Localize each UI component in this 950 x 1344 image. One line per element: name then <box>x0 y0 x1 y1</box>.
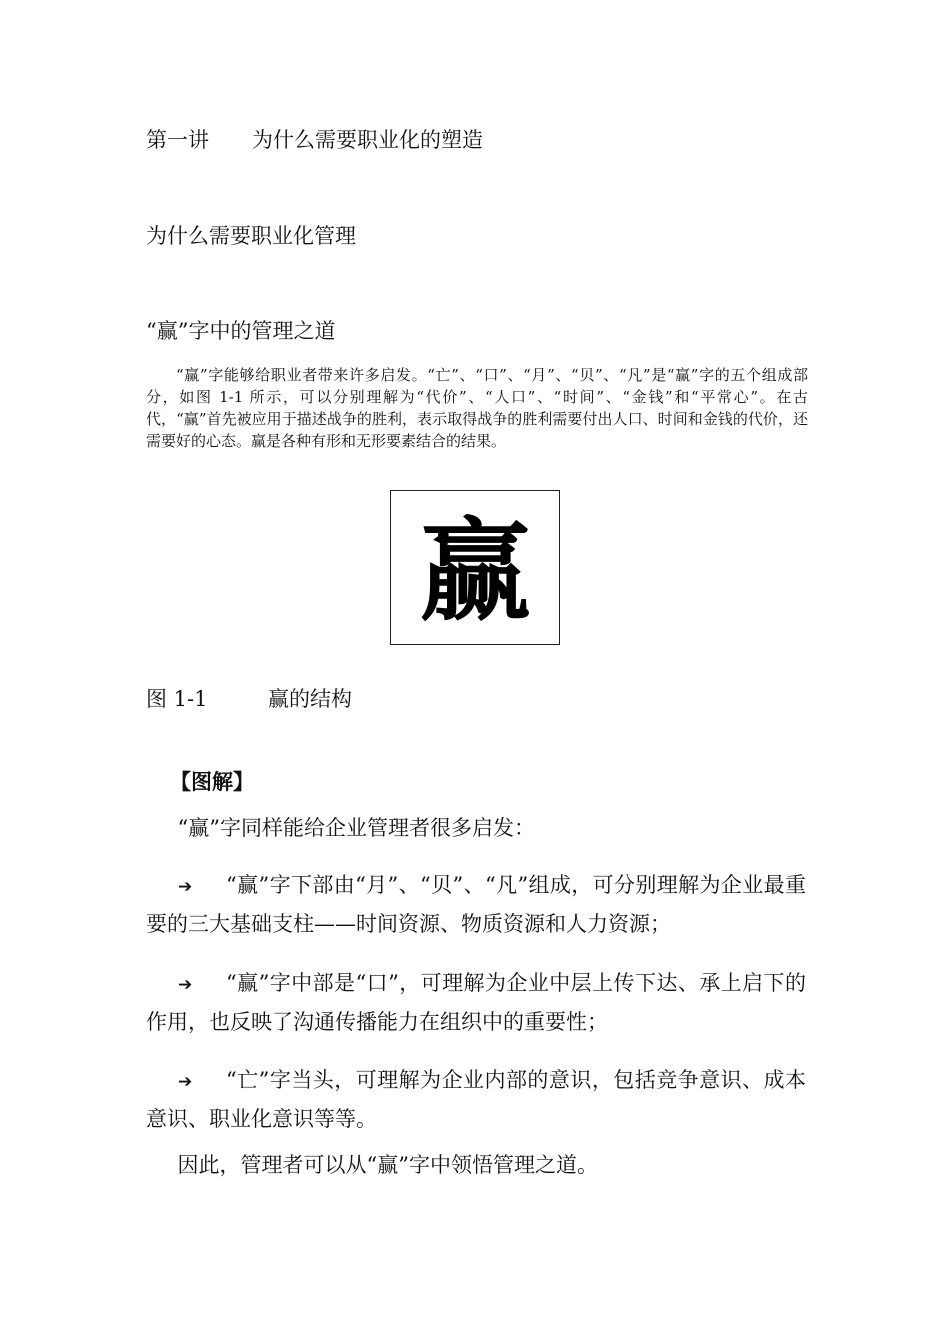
illustration-intro-text: “赢”字同样能给企业管理者很多启发： <box>177 816 535 840</box>
bullet-text: “赢”字中部是“口”，可理解为企业中层上传下达、承上启下的作用，也反映了沟通传播能力在组织中的重要性； <box>146 971 806 1034</box>
bullet-item <box>146 965 806 1041</box>
conclusion <box>146 1147 806 1184</box>
figure-number: 图 1-1 <box>146 687 208 711</box>
figure-image <box>390 490 560 645</box>
bullet-item <box>146 867 806 943</box>
lecture-title: 为什么需要职业化的塑造 <box>252 128 483 152</box>
lecture-number: 第一讲 <box>146 128 209 152</box>
ying-character-image <box>391 491 559 644</box>
arrow-icon: ➔ <box>178 1072 193 1092</box>
arrow-icon: ➔ <box>178 975 193 995</box>
conclusion-text: 因此，管理者可以从“赢”字中领悟管理之道。 <box>177 1153 598 1177</box>
figure-glyph: 赢 <box>419 506 531 637</box>
bullet-item <box>146 1062 806 1138</box>
arrow-icon: ➔ <box>178 877 193 897</box>
intro-paragraph <box>146 364 808 452</box>
figure-caption: 赢的结构 <box>268 687 352 711</box>
bullet-text: “亡”字当头，可理解为企业内部的意识，包括竞争意识、成本意识、职业化意识等等。 <box>146 1068 806 1131</box>
intro-text: “赢”字能够给职业者带来许多启发。“亡”、“口”、“月”、“贝”、“凡”是“赢”字的五个组成部分，如图 1-1 所示，可以分别理解为“代价”、“人口”、“时间”、“金钱”和“平常心”。在古代，“赢”首先被应用于描述战争的胜利，表示取得战争的胜利需要付出人口、时间和金钱的代价，还需要好的心态。赢是各种有形和无形要素结合的结果。 <box>146 366 808 450</box>
subsection-title: “赢”字中的管理之道 <box>146 319 336 343</box>
illustration-intro <box>146 810 806 847</box>
bullet-text: “赢”字下部由“月”、“贝”、“凡”组成，可分别理解为企业最重要的三大基础支柱——时间资源、物质资源和人力资源； <box>146 873 806 936</box>
illustration-heading: 【图解】 <box>170 769 254 794</box>
section-title: 为什么需要职业化管理 <box>146 224 356 248</box>
